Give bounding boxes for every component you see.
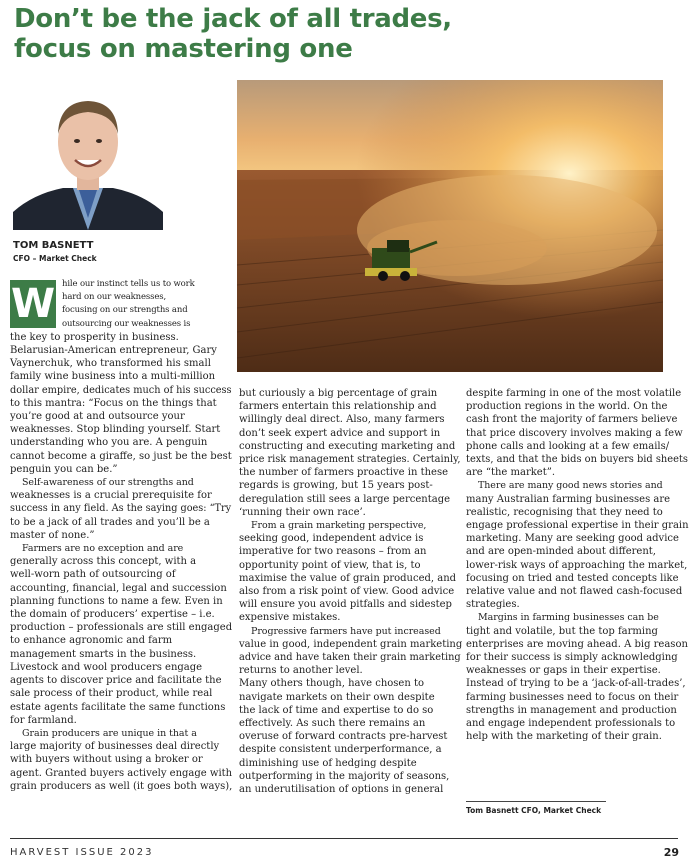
text-line: cannot become a giraffe, so just be the best (10, 450, 232, 462)
text-line: willingly deal direct. Also, many farmers (239, 414, 445, 426)
text-line: the key to prosperity in business. (10, 331, 179, 343)
text-column-2 (239, 387, 461, 796)
text-line: weaknesses is a crucial prerequisite for (10, 490, 212, 502)
text-line: overuse of forward contracts pre-harvest (239, 731, 448, 743)
text-line: accounting, financial, legal and succession (10, 582, 227, 594)
text-line: dollar empire, dedicates much of his success (10, 384, 232, 396)
text-line: Farmers are no exception and are (22, 543, 184, 555)
text-line: to this mantra: “Focus on the things that (10, 397, 217, 409)
text-line: farmers entertain this relationship and (239, 401, 437, 413)
text-line: for their success is simply acknowledging (466, 652, 678, 664)
text-column-1 (10, 278, 232, 793)
text-line: but curiously a big percentage of grain (239, 388, 438, 399)
text-line: and engage independent professionals to (466, 718, 676, 730)
text-line: expensive mistakes. (239, 612, 341, 624)
text-line: help with the marketing of their grain. (466, 731, 662, 743)
text-line: that price discovery involves making a few (466, 427, 683, 439)
text-line: advice and have taken their grain marketing (239, 652, 461, 664)
text-line: From a grain marketing perspective, (251, 520, 427, 532)
page-number: 29 (663, 846, 679, 859)
text-line: the lack of time and expertise to do so (239, 704, 434, 716)
text-line: Livestock and wool producers engage (10, 661, 203, 673)
text-line: hile our instinct tells us to work (62, 279, 195, 289)
text-line: Many others though, have chosen to (239, 678, 424, 690)
text-line: navigate markets on their own despite (239, 691, 435, 703)
author-portrait (13, 84, 163, 230)
text-line: despite consistent underperformance, a (239, 744, 442, 756)
text-line: management smarts in the business. (10, 648, 197, 660)
text-line: weaknesses or gaps in their expertise. (466, 665, 661, 677)
text-line: constructing and executing marketing and (239, 440, 456, 452)
text-line: regards is growing, but 15 years post- (239, 480, 433, 492)
signature-rule (466, 801, 606, 802)
text-line: an underutilisation of options in general (239, 784, 444, 796)
text-line: family wine business into a multi-million (10, 371, 216, 383)
text-line: strengths in management and production (466, 704, 677, 716)
text-line: and are open-minded about different, (466, 546, 656, 558)
signature: Tom Basnett CFO, Market Check (466, 806, 602, 815)
text-line: returns to another level. (239, 665, 363, 677)
text-line: focusing on tried and tested concepts like (466, 572, 679, 584)
text-line: focusing on our strengths and (62, 305, 188, 316)
column-3-lines (466, 387, 688, 743)
column-2-lines (239, 387, 461, 796)
text-line: sale process of their product, while real (10, 688, 213, 700)
text-line: also from a risk point of view. Good advice (239, 586, 455, 598)
text-line: opportunity point of view, that is, to (239, 559, 421, 571)
headline-line-2: focus on mastering one (14, 34, 353, 64)
text-line: There are many good news stories and (478, 480, 663, 492)
text-line: the domain of producers’ expertise – i.e. (10, 609, 215, 621)
footer-issue: HARVEST ISSUE 2023 (10, 847, 154, 858)
text-column-3 (466, 387, 688, 743)
text-line: deregulation still sees a large percentage (239, 493, 451, 505)
text-line: production – professionals are still engaged (10, 622, 233, 634)
text-line: hard on our weaknesses, (62, 292, 167, 303)
drop-cap: W (10, 281, 56, 327)
text-line: despite farming in one of the most volatile (466, 388, 682, 399)
text-line: realistic, recognising that they need to (466, 506, 663, 518)
text-line: imperative for two reasons – from an (239, 546, 427, 558)
text-line: production regions in the world. On the (466, 401, 668, 413)
text-line: grain producers as well (it goes both ways), (10, 780, 233, 792)
text-line: ‘running their own race’. (239, 506, 366, 518)
text-line: Vaynerchuk, who transformed his small (10, 358, 211, 370)
text-line: planning functions to name a few. Even in (10, 595, 223, 607)
text-line: tight and volatile, but the top farming (466, 625, 658, 637)
column-1-lines (10, 278, 232, 793)
text-line: price risk management strategies. Certainly, (239, 454, 461, 466)
article-headline (14, 4, 674, 64)
text-line: large majority of businesses deal directly (10, 741, 220, 753)
footer-rule (10, 838, 678, 839)
text-line: with buyers without using a broker or (10, 754, 203, 766)
text-line: Margins in farming businesses can be (478, 612, 659, 624)
text-line: strategies. (466, 599, 520, 611)
text-line: to be a jack of all trades and you’ll be a (10, 516, 210, 528)
text-line: don’t seek expert advice and support in (239, 427, 441, 439)
author-role: CFO – Market Check (13, 254, 97, 263)
text-line: effectively. As such there remains an (239, 718, 426, 730)
text-line: will ensure you avoid pitfalls and sidestep (239, 599, 452, 611)
text-line: estate agents facilitate the same functions (10, 701, 226, 713)
text-line: lower-risk ways of approaching the market, (466, 559, 688, 571)
text-line: are “the market”. (466, 467, 556, 479)
text-line: cash front the majority of farmers believe (466, 414, 678, 426)
text-line: weaknesses. Stop blinding yourself. Start (10, 424, 221, 436)
text-line: for farmland. (10, 714, 77, 726)
text-line: success in any field. As the saying goes: “Try (10, 503, 232, 515)
headline-line-1: Don’t be the jack of all trades, (14, 4, 452, 34)
author-name: TOM BASNETT (13, 240, 94, 251)
text-line: well-worn path of outsourcing of (10, 569, 176, 581)
text-line: generally across this concept, with a (10, 556, 197, 568)
text-line: diminishing use of hedging despite (239, 757, 417, 769)
text-line: value in good, independent grain marketing (239, 638, 463, 650)
text-line: engage professional expertise in their grain (466, 520, 689, 532)
text-line: phone calls and looking at a few emails/ (466, 440, 670, 452)
text-line: agents to discover price and facilitate the (10, 675, 222, 687)
text-line: Belarusian-American entrepreneur, Gary (10, 345, 217, 357)
text-line: agent. Granted buyers actively engage with (10, 767, 233, 779)
text-line: penguin you can be.” (10, 463, 118, 475)
text-line: seeking good, independent advice is (239, 533, 424, 545)
text-line: farming businesses need to focus on their (466, 691, 679, 703)
text-line: outsourcing our weaknesses is (62, 318, 191, 329)
text-line: many Australian farming businesses are (466, 493, 671, 505)
text-line: Self-awareness of our strengths and (22, 477, 194, 489)
text-line: to enhance agronomic and farm (10, 635, 173, 647)
text-line: Grain producers are unique in that a (22, 727, 197, 739)
text-line: understanding who you are. A penguin (10, 437, 208, 449)
text-line: master of none.” (10, 529, 95, 541)
text-line: Instead of trying to be a ‘jack-of-all-trades’, (466, 678, 686, 690)
text-line: you’re good at and outsource your (10, 411, 185, 423)
text-line: outperforming in the majority of seasons, (239, 770, 450, 782)
text-line: relative value and not flawed cash-focused (466, 586, 683, 598)
text-line: maximise the value of grain produced, and (239, 572, 457, 584)
text-line: the number of farmers proactive in these (239, 467, 449, 479)
harvest-photo (237, 80, 663, 372)
text-line: texts, and that the bids on buyers bid sheets (466, 454, 688, 466)
text-line: marketing. Many are seeking good advice (466, 533, 679, 545)
text-line: Progressive farmers have put increased (251, 625, 441, 637)
text-line: enterprises are moving ahead. A big reason (466, 638, 688, 650)
